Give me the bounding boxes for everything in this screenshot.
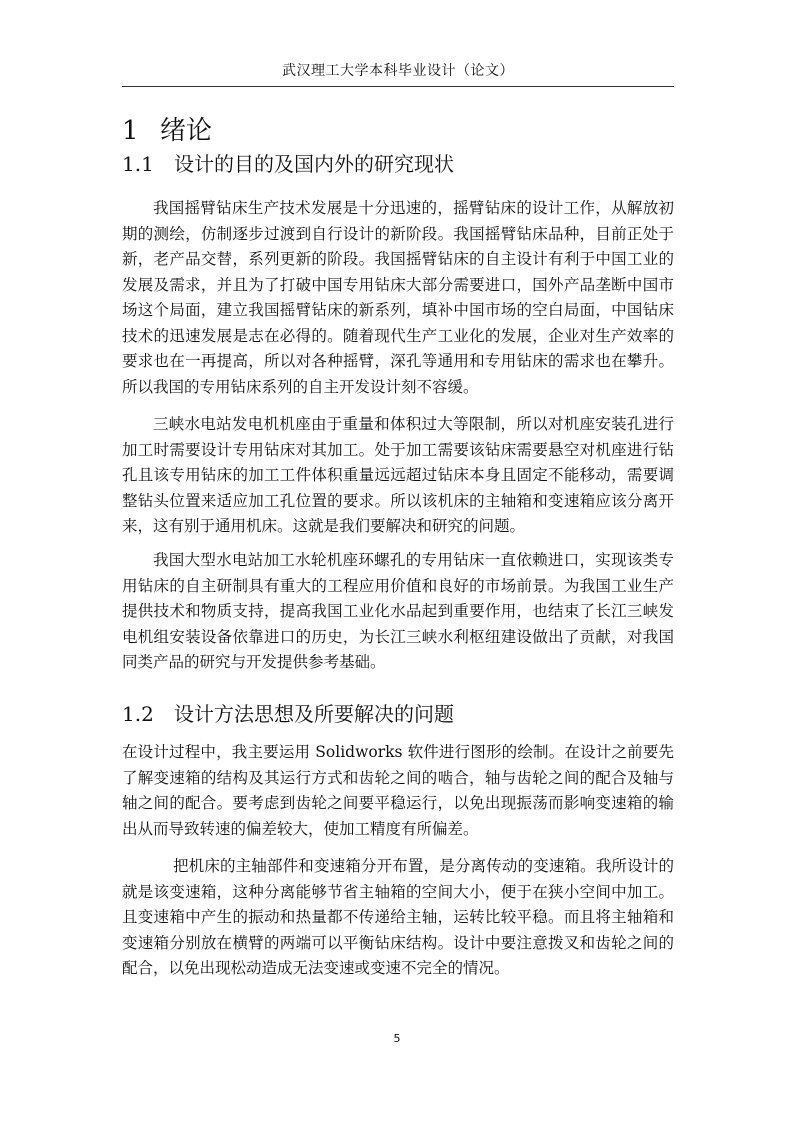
- paragraph: 把机床的主轴部件和变速箱分开布置，是分离传动的变速箱。我所设计的就是该变速箱，这种分离能够节省主轴箱的空间大小，便于在狭小空间中加工。且变速箱中产生的振动和热量都不传递给主轴，运转比较平稳。而且将主轴箱和变速箱分别放在横臂的两端可以平衡钻床结构。设计中要注意拨叉和齿轮之间的配合，以免出现松动造成无法变速或变速不完全的情况。: [122, 857, 674, 977]
- section-heading-1-2: [122, 698, 454, 727]
- paragraph: 三峡水电站发电机机座由于重量和体积过大等限制，所以对机座安装孔进行加工时需要设计专用钻床对其加工。处于加工需要该钻床需要悬空对机座进行钻孔且该专用钻床的加工工件体积重量远远超过钻床本身且固定不能移动，需要调整钻头位置来适应加工孔位置的要求。所以该机床的主轴箱和变速箱应该分离开来，这有别于通用机床。这就是我们要解决和研究的问题。: [122, 415, 674, 535]
- section-title: 设计方法思想及所要解决的问题: [174, 702, 454, 726]
- chapter-heading: [122, 110, 212, 147]
- page-header: 武汉理工大学本科毕业设计（论文）: [122, 60, 674, 87]
- section-number: 1.2: [122, 702, 154, 726]
- chapter-title: 绪论: [160, 116, 213, 146]
- paragraph: 我国摇臂钻床生产技术发展是十分迅速的，摇臂钻床的设计工作，从解放初期的测绘，仿制逐步过渡到自行设计的新阶段。我国摇臂钻床品种，目前正处于新，老产品交替，系列更新的阶段。我国摇臂钻床的自主设计有利于中国工业的发展及需求，并且为了打破中国专用钻床大部分需要进口，国外产品垄断中国市场这个局面，建立我国摇臂钻床的新系列，填补中国市场的空白局面，中国钻床技术的迅速发展是志在必得的。随着现代生产工业化的发展，企业对生产效率的要求也在一再提高，所以对各种摇臂，深孔等通用和专用钻床的需求也在攀升。所以我国的专用钻床系列的自主开发设计刻不容缓。: [122, 199, 674, 396]
- section-heading-1-1: [122, 148, 454, 177]
- paragraph: 在设计过程中，我主要运用 Solidworks 软件进行图形的绘制。在设计之前要先了解变速箱的结构及其运行方式和齿轮之间的啮合，轴与齿轮之间的配合及轴与轴之间的配合。要考虑到齿轮之间要平稳运行，以免出现振荡而影响变速箱的输出从而导致转速的偏差较大，使加工精度有所偏差。: [122, 743, 674, 838]
- paragraph: 我国大型水电站加工水轮机座环螺孔的专用钻床一直依赖进口，实现该类专用钻床的自主研制具有重大的工程应用价值和良好的市场前景。为我国工业生产提供技术和物质支持，提高我国工业化水品起到重要作用，也结束了长江三峡发电机组安装设备依靠进口的历史，为长江三峡水利枢纽建设做出了贡献，对我国同类产品的研究与开发提供参考基础。: [122, 551, 674, 671]
- section-number: 1.1: [122, 152, 154, 176]
- page-number: 5: [393, 1032, 401, 1045]
- chapter-number: 1: [122, 116, 139, 146]
- section-title: 设计的目的及国内外的研究现状: [174, 152, 454, 176]
